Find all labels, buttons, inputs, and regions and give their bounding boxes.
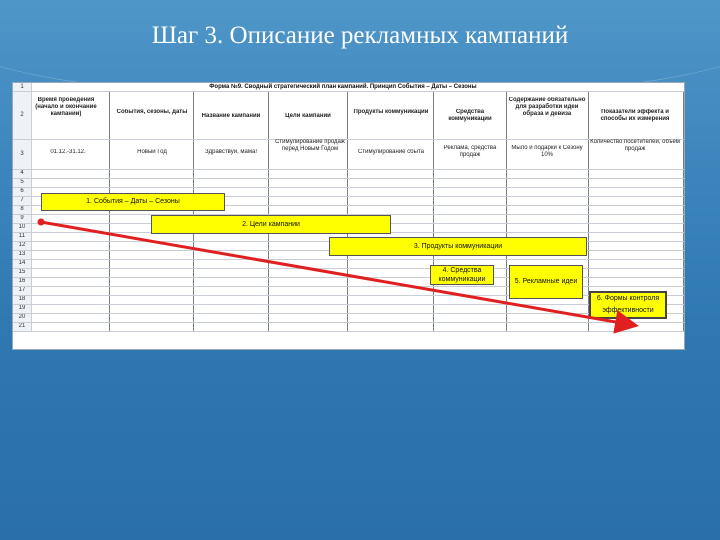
example-goal: Стимулирование продаж перед Новым Годом — [275, 139, 345, 152]
example-product: Стимулирование сбыта — [358, 149, 424, 155]
stage-box-products: 3. Продукты коммуникации — [329, 237, 587, 256]
stage-box-events: 1. События – Даты – Сезоны — [41, 193, 225, 211]
row-number: 16 — [13, 277, 32, 286]
header-indicators: Показатели эффекта и способы их измерения — [600, 109, 670, 122]
row-number: 10 — [13, 223, 32, 232]
row-number: 8 — [13, 205, 32, 214]
sheet-form-title: Форма №9. Сводный стратегический план кампаний. Принцип События – Даты – Сезоны — [209, 84, 477, 90]
example-indicators: Количество посетителей, объем продаж — [590, 139, 680, 152]
header-content: Содержание обязательно для разработки идеи образа и девиза — [508, 97, 586, 117]
header-goals: Цели кампании — [285, 113, 331, 119]
row-number: 6 — [13, 187, 32, 196]
stage-box-means: 4. Средства коммуникации — [430, 265, 494, 285]
row-number: 1 — [13, 83, 32, 91]
stage-box-ideas: 5. Рекламные идеи — [509, 265, 583, 299]
row-number: 9 — [13, 214, 32, 223]
row-number: 5 — [13, 178, 32, 187]
example-event: Новый Год — [137, 149, 167, 155]
stage-box-goals: 2. Цели кампании — [151, 215, 391, 234]
row-number: 19 — [13, 304, 32, 313]
row-number: 17 — [13, 286, 32, 295]
row-number: 2 — [13, 91, 32, 139]
header-means: Средства коммуникации — [448, 109, 492, 122]
header-time: Время проведения (начало и окончание кампании) — [35, 97, 97, 117]
example-time: 01.12.-31.12. — [50, 149, 86, 155]
row-number: 13 — [13, 250, 32, 259]
arrow-line — [41, 222, 633, 325]
row-number: 20 — [13, 313, 32, 322]
header-events: События, сезоны, даты — [116, 109, 188, 115]
progress-arrow — [13, 83, 684, 349]
row-number: 3 — [13, 139, 32, 169]
example-content: Мыло и подарки к Сезону 10% — [511, 145, 583, 158]
row-number: 4 — [13, 169, 32, 178]
slide-title: Шаг 3. Описание рекламных кампаний — [151, 22, 569, 49]
row-number: 18 — [13, 295, 32, 304]
row-number: 15 — [13, 268, 32, 277]
row-number: 14 — [13, 259, 32, 268]
spreadsheet — [12, 82, 685, 350]
row-number: 7 — [13, 196, 32, 205]
row-number: 11 — [13, 232, 32, 241]
row-number: 12 — [13, 241, 32, 250]
stage-box-control: 6. Формы контроля эффективности — [589, 291, 667, 319]
header-products: Продукты коммуникации — [353, 109, 429, 115]
header-campaign-name: Название кампании — [201, 113, 261, 119]
row-number: 21 — [13, 322, 32, 331]
example-means: Реклама, средства продаж — [443, 145, 497, 158]
example-campaign: Здравствуй, мама! — [205, 149, 257, 155]
